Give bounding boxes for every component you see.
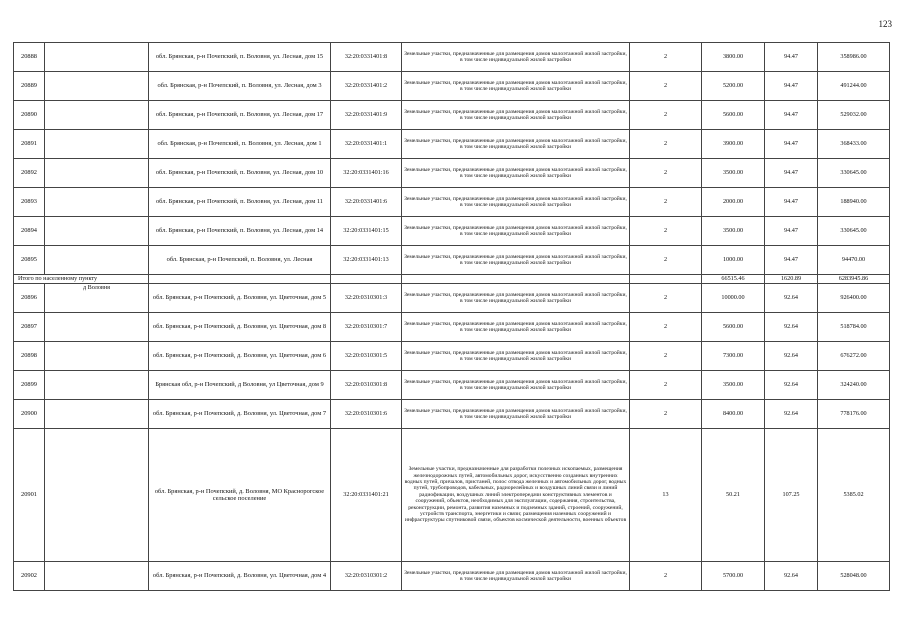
cadastral-value-cell: 676272.00 [818, 342, 890, 371]
address-cell: обл. Брянская, р-н Почепский, п. Воловня, ул. Лесная, дом 1 [149, 130, 331, 159]
rate-cell: 92.64 [765, 313, 818, 342]
cadastral-value-cell: 528048.00 [818, 562, 890, 591]
table-row [14, 130, 890, 159]
table-row [14, 562, 890, 591]
cadastral-value-cell: 5385.02 [818, 429, 890, 562]
area-cell: 3900.00 [702, 130, 765, 159]
group-cell: 2 [630, 72, 702, 101]
cadastral-number-cell: 32:20:0331401:1 [331, 130, 402, 159]
area-cell: 5700.00 [702, 562, 765, 591]
land-cadastral-table [13, 42, 890, 591]
area-cell: 3800.00 [702, 43, 765, 72]
table-row [14, 159, 890, 188]
area-cell: 5600.00 [702, 101, 765, 130]
rate-cell: 92.64 [765, 400, 818, 429]
land-purpose-cell: Земельные участки, предназначенные для размещения домов малоэтажной жилой застройки, в том числе индивидуальной жилой застройки [402, 188, 630, 217]
rate-cell: 92.64 [765, 371, 818, 400]
land-purpose-cell: Земельные участки, предназначенные для размещения домов малоэтажной жилой застройки, в том числе индивидуальной жилой застройки [402, 562, 630, 591]
group-cell: 2 [630, 342, 702, 371]
row-number-cell: 20901 [14, 429, 45, 562]
group-cell: 2 [630, 43, 702, 72]
area-cell: 5600.00 [702, 313, 765, 342]
rate-cell: 94.47 [765, 101, 818, 130]
land-purpose-cell: Земельные участки, предназначенные для размещения домов малоэтажной жилой застройки, в том числе индивидуальной жилой застройки [402, 400, 630, 429]
cadastral-number-cell: 32:20:0331401:6 [331, 188, 402, 217]
empty-cell [45, 43, 149, 72]
group-cell: 2 [630, 400, 702, 429]
row-number-cell: 20897 [14, 313, 45, 342]
cadastral-number-cell: 32:20:0331401:8 [331, 43, 402, 72]
table-row [14, 400, 890, 429]
table-row [14, 246, 890, 275]
empty-cell [45, 429, 149, 562]
total-row [14, 275, 890, 284]
land-purpose-cell: Земельные участки, предназначенные для размещения домов малоэтажной жилой застройки, в том числе индивидуальной жилой застройки [402, 130, 630, 159]
table-row [14, 72, 890, 101]
cadastral-number-cell: 32:20:0310301:2 [331, 562, 402, 591]
cadastral-value-cell: 324240.00 [818, 371, 890, 400]
row-number-cell: 20899 [14, 371, 45, 400]
area-cell: 8400.00 [702, 400, 765, 429]
group-cell: 2 [630, 130, 702, 159]
table-row [14, 188, 890, 217]
cadastral-value-cell: 358986.00 [818, 43, 890, 72]
row-number-cell: 20891 [14, 130, 45, 159]
address-cell: обл. Брянская, р-н Почепский, д. Воловня, ул. Цветочная, дом 5 [149, 284, 331, 313]
table-row [14, 101, 890, 130]
cadastral-value-cell: 330645.00 [818, 159, 890, 188]
address-cell: обл. Брянская, р-н Почепский, д. Воловня, ул. Цветочная, дом 4 [149, 562, 331, 591]
cadastral-number-cell: 32:20:0331401:9 [331, 101, 402, 130]
row-number-cell: 20896 [14, 284, 45, 313]
group-cell: 2 [630, 217, 702, 246]
total-area-cell: 66515.46 [702, 275, 765, 284]
rate-cell: 94.47 [765, 43, 818, 72]
table-row [14, 284, 890, 313]
area-cell: 5200.00 [702, 72, 765, 101]
address-cell: обл. Брянская, р-н Почепский, п. Воловня, ул. Лесная, дом 11 [149, 188, 331, 217]
address-cell: обл. Брянская, р-н Почепский, д. Воловня, ул. Цветочная, дом 8 [149, 313, 331, 342]
row-number-cell: 20894 [14, 217, 45, 246]
address-cell: обл. Брянская, р-н Почепский, п. Воловня, ул. Лесная, дом 10 [149, 159, 331, 188]
empty-cell [630, 275, 702, 284]
cadastral-number-cell: 32:20:0310301:8 [331, 371, 402, 400]
row-number-cell: 20898 [14, 342, 45, 371]
rate-cell: 94.47 [765, 72, 818, 101]
row-number-cell: 20900 [14, 400, 45, 429]
table-row [14, 217, 890, 246]
address-cell: обл. Брянская, р-н Почепский, п. Воловня, ул. Лесная, дом 15 [149, 43, 331, 72]
cadastral-number-cell: 32:20:0331401:2 [331, 72, 402, 101]
address-cell: Брянская обл, р-н Почепский, д Воловня, ул Цветочная, дом 9 [149, 371, 331, 400]
rate-cell: 94.47 [765, 159, 818, 188]
area-cell: 3500.00 [702, 159, 765, 188]
address-cell: обл. Брянская, р-н Почепский, п. Воловня, ул. Лесная, дом 14 [149, 217, 331, 246]
cadastral-value-cell: 518784.00 [818, 313, 890, 342]
rate-cell: 94.47 [765, 246, 818, 275]
land-purpose-cell: Земельные участки, предназначенные для размещения домов малоэтажной жилой застройки, в том числе индивидуальной жилой застройки [402, 284, 630, 313]
cadastral-number-cell: 32:20:0331401:13 [331, 246, 402, 275]
cadastral-value-cell: 926400.00 [818, 284, 890, 313]
area-cell: 10000.00 [702, 284, 765, 313]
area-cell: 7300.00 [702, 342, 765, 371]
empty-cell [45, 217, 149, 246]
address-cell: обл. Брянская, р-н Почепский, д. Воловня, МО Краснорогское сельское поселение [149, 429, 331, 562]
group-cell: 2 [630, 159, 702, 188]
cadastral-value-cell: 491244.00 [818, 72, 890, 101]
empty-cell [149, 275, 331, 284]
total-label-cell: Итого по населенному пункту [14, 275, 149, 284]
cadastral-number-cell: 32:20:0331401:15 [331, 217, 402, 246]
row-number-cell: 20890 [14, 101, 45, 130]
address-cell: обл. Брянская, р-н Почепский, д. Воловня, ул. Цветочная, дом 6 [149, 342, 331, 371]
table-row [14, 429, 890, 562]
empty-cell [45, 371, 149, 400]
row-number-cell: 20893 [14, 188, 45, 217]
empty-cell [45, 159, 149, 188]
land-purpose-cell: Земельные участки, предназначенные для размещения домов малоэтажной жилой застройки, в том числе индивидуальной жилой застройки [402, 371, 630, 400]
empty-cell [331, 275, 402, 284]
page-number: 123 [878, 19, 892, 29]
land-purpose-cell: Земельные участки, предназначенные для размещения домов малоэтажной жилой застройки, в том числе индивидуальной жилой застройки [402, 246, 630, 275]
table-row [14, 342, 890, 371]
area-cell: 50.21 [702, 429, 765, 562]
land-purpose-cell: Земельные участки, предназначенные для размещения домов малоэтажной жилой застройки, в том числе индивидуальной жилой застройки [402, 72, 630, 101]
total-rate-cell: 1620.89 [765, 275, 818, 284]
empty-cell [45, 246, 149, 275]
cadastral-value-cell: 529032.00 [818, 101, 890, 130]
table-row [14, 43, 890, 72]
table-row [14, 313, 890, 342]
empty-cell [45, 72, 149, 101]
group-cell: 2 [630, 101, 702, 130]
address-cell: обл. Брянская, р-н Почепский, п. Воловня, ул. Лесная [149, 246, 331, 275]
rate-cell: 92.64 [765, 342, 818, 371]
empty-cell [45, 562, 149, 591]
address-cell: обл. Брянская, р-н Почепский, п. Воловня, ул. Лесная, дом 17 [149, 101, 331, 130]
cadastral-number-cell: 32:20:0331401:16 [331, 159, 402, 188]
cadastral-number-cell: 32:20:0310301:7 [331, 313, 402, 342]
empty-cell [45, 313, 149, 342]
cadastral-number-cell: 32:20:0331401:21 [331, 429, 402, 562]
rate-cell: 94.47 [765, 188, 818, 217]
area-cell: 2000.00 [702, 188, 765, 217]
empty-cell [45, 130, 149, 159]
rate-cell: 94.47 [765, 217, 818, 246]
area-cell: 3500.00 [702, 217, 765, 246]
cadastral-value-cell: 778176.00 [818, 400, 890, 429]
land-purpose-cell: Земельные участки, предназначенные для размещения домов малоэтажной жилой застройки, в том числе индивидуальной жилой застройки [402, 101, 630, 130]
table-row [14, 371, 890, 400]
row-number-cell: 20892 [14, 159, 45, 188]
cadastral-number-cell: 32:20:0310301:5 [331, 342, 402, 371]
cadastral-value-cell: 188940.00 [818, 188, 890, 217]
group-cell: 2 [630, 246, 702, 275]
total-value-cell: 6283945.86 [818, 275, 890, 284]
row-number-cell: 20888 [14, 43, 45, 72]
empty-cell [45, 188, 149, 217]
rate-cell: 94.47 [765, 130, 818, 159]
land-purpose-cell: Земельные участки, предназначенные для размещения домов малоэтажной жилой застройки, в том числе индивидуальной жилой застройки [402, 313, 630, 342]
group-cell: 2 [630, 188, 702, 217]
cadastral-value-cell: 368433.00 [818, 130, 890, 159]
rate-cell: 92.64 [765, 284, 818, 313]
rate-cell: 92.64 [765, 562, 818, 591]
area-cell: 1000.00 [702, 246, 765, 275]
cadastral-value-cell: 94470.00 [818, 246, 890, 275]
cadastral-number-cell: 32:20:0310301:3 [331, 284, 402, 313]
area-cell: 3500.00 [702, 371, 765, 400]
land-purpose-cell: Земельные участки, предназначенные для разработки полезных ископаемых, размещения железнодорожных путей, автомобильных дорог, искусственно созданных внутренних водных путей, причалов, пристаней, полос отвода железных и автомобильных дорог, водных путей, трубопроводов, кабельных, радиорелейных и воздушных линий связи и линий радиофикации, воздушных линий электропередачи конструктивных элементов и сооружений, объектов, необходимых для эксплуатации, содержания, строительства, реконструкции, ремонта, развития наземных и подземных зданий, строений, сооружений, устройств транспорта, энергетики и связи; размещения наземных сооружений и инфраструктуры спутниковой связи, объектов космической деятельности, военных объектов [402, 429, 630, 562]
empty-cell [402, 275, 630, 284]
cadastral-value-cell: 330645.00 [818, 217, 890, 246]
address-cell: обл. Брянская, р-н Почепский, д. Воловня, ул. Цветочная, дом 7 [149, 400, 331, 429]
group-cell: 2 [630, 284, 702, 313]
row-number-cell: 20889 [14, 72, 45, 101]
row-number-cell: 20895 [14, 246, 45, 275]
empty-cell [45, 101, 149, 130]
address-cell: обл. Брянская, р-н Почепский, п. Воловня, ул. Лесная, дом 3 [149, 72, 331, 101]
row-number-cell: 20902 [14, 562, 45, 591]
land-purpose-cell: Земельные участки, предназначенные для размещения домов малоэтажной жилой застройки, в том числе индивидуальной жилой застройки [402, 217, 630, 246]
empty-cell [45, 342, 149, 371]
group-cell: 2 [630, 371, 702, 400]
rate-cell: 107.25 [765, 429, 818, 562]
group-cell: 2 [630, 562, 702, 591]
empty-cell [45, 400, 149, 429]
land-purpose-cell: Земельные участки, предназначенные для размещения домов малоэтажной жилой застройки, в том числе индивидуальной жилой застройки [402, 159, 630, 188]
group-cell: 2 [630, 313, 702, 342]
group-cell: 13 [630, 429, 702, 562]
cadastral-number-cell: 32:20:0310301:6 [331, 400, 402, 429]
land-purpose-cell: Земельные участки, предназначенные для размещения домов малоэтажной жилой застройки, в том числе индивидуальной жилой застройки [402, 43, 630, 72]
land-purpose-cell: Земельные участки, предназначенные для размещения домов малоэтажной жилой застройки, в том числе индивидуальной жилой застройки [402, 342, 630, 371]
locality-cell: д Воловня [45, 284, 149, 313]
